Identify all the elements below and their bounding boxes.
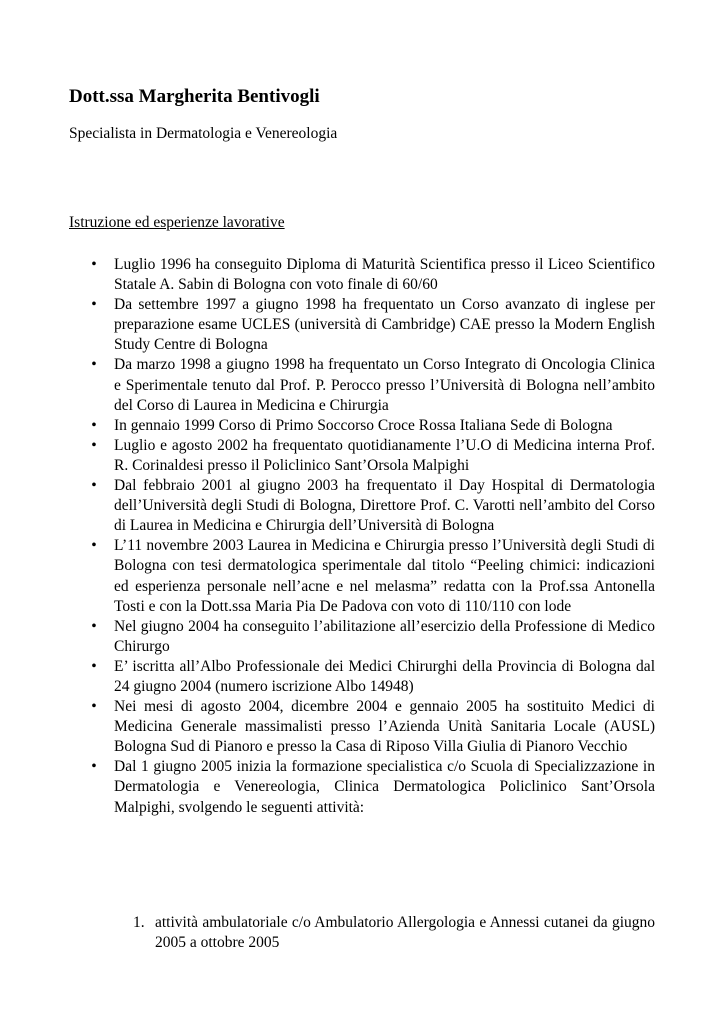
list-item-text: Dal febbraio 2001 al giugno 2003 ha frequentato il Day Hospital di Dermatologia dell’Università degli Studi di Bologna, Direttore Prof. C. Varotti nell’ambito del Corso di Laurea in Medicina e Chirurgia dell’Università di Bologna [114,477,655,535]
list-item [91,355,655,415]
list-item [91,476,655,536]
bullet-icon: • [91,758,97,776]
list-item-text: Nel giugno 2004 ha conseguito l’abilitazione all’esercizio della Professione di Medico Chirurgo [114,617,655,655]
list-item [91,657,655,697]
list-item [91,255,655,295]
list-item-text: Luglio 1996 ha conseguito Diploma di Maturità Scientifica presso il Liceo Scientifico Statale A. Sabin di Bologna con voto finale di 60/60 [114,256,655,294]
experience-list [91,255,655,818]
list-item [91,416,655,436]
bullet-icon: • [91,657,97,675]
activities-list [133,913,655,953]
numbered-item [133,913,655,953]
bullet-icon: • [91,256,97,273]
list-item [91,295,655,355]
bullet-icon: • [91,436,97,454]
list-item [91,536,655,616]
list-item-text: Da marzo 1998 a giugno 1998 ha frequentato un Corso Integrato di Oncologia Clinica e Sperimentale tenuto dal Prof. P. Perocco presso l’Università di Bologna nell’ambito del Corso di Laurea in Medicina e Chirurgia [114,356,655,414]
bullet-icon: • [91,537,97,555]
numbered-item-text: attività ambulatoriale c/o Ambulatorio Allergologia e Annessi cutanei da giugno 2005 a ottobre 2005 [155,914,655,952]
list-item-text: In gennaio 1999 Corso di Primo Soccorso Croce Rossa Italiana Sede di Bologna [114,416,613,434]
list-item-text: Da settembre 1997 a giugno 1998 ha frequentato un Corso avanzato di inglese per preparazione esame UCLES (università di Cambridge) CAE presso la Modern English Study Centre di Bologna [114,296,655,354]
list-item-text: Dal 1 giugno 2005 inizia la formazione specialistica c/o Scuola di Specializzazione in Dermatologia e Venereologia, Clinica Dermatologica Policlinico Sant’Orsola Malpighi, svolgendo le seguenti attività: [114,758,655,816]
list-item-text: Nei mesi di agosto 2004, dicembre 2004 e gennaio 2005 ha sostituito Medici di Medicina Generale massimalisti presso l’Azienda Unità Sanitaria Locale (AUSL) Bologna Sud di Pianoro e presso la Casa di Riposo Villa Giulia di Pianoro Vecchio [114,698,655,756]
bullet-icon: • [91,416,97,434]
list-item-text: Luglio e agosto 2002 ha frequentato quotidianamente l’U.O di Medicina interna Prof. R. Corinaldesi presso il Policlinico Sant’Orsola Malpighi [114,436,655,474]
list-item [91,697,655,757]
bullet-icon: • [91,698,97,716]
list-item-text: E’ iscritta all’Albo Professionale dei Medici Chirurghi della Provincia di Bologna dal 24 giugno 2004 (numero iscrizione Albo 14948) [114,657,655,695]
doctor-name: Dott.ssa Margherita Bentivogli [69,86,320,107]
bullet-icon: • [91,296,97,314]
bullet-icon: • [91,617,97,635]
list-item [91,436,655,476]
bullet-icon: • [91,356,97,374]
list-item-text: L’11 novembre 2003 Laurea in Medicina e Chirurgia presso l’Università degli Studi di Bologna con tesi dermatologica sperimentale dal titolo “Peeling chimici: indicazioni ed esperienza personale nell’acne e nel melasma” redatta con la Prof.ssa Antonella Tosti e con la Dott.ssa Maria Pia De Padova con voto di 110/110 con lode [114,537,655,615]
list-item [91,617,655,657]
specialty-subtitle: Specialista in Dermatologia e Venereologia [69,125,338,142]
item-number: 1. [133,914,145,931]
bullet-icon: • [91,477,97,495]
section-heading: Istruzione ed esperienze lavorative [69,214,285,231]
list-item [91,757,655,817]
